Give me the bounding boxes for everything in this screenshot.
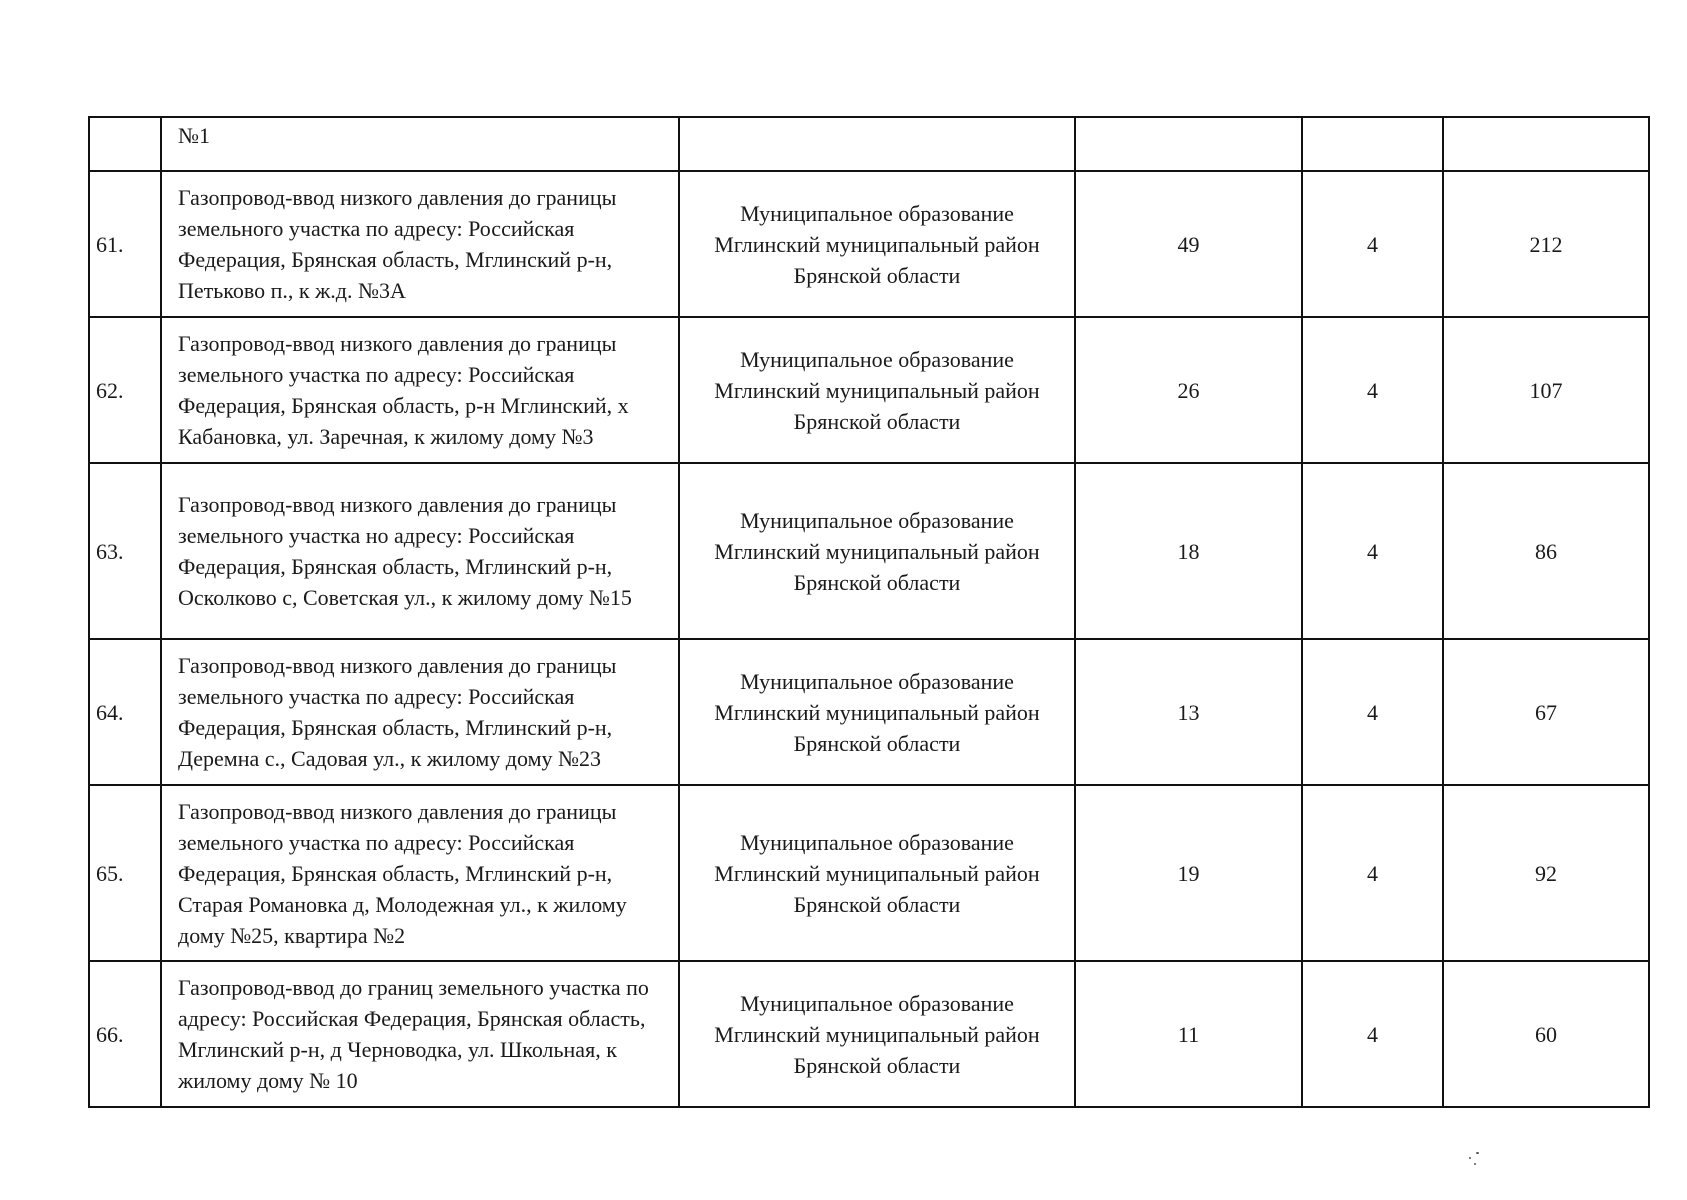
owner-line: Брянской области <box>793 408 961 434</box>
owner-line: Брянской области <box>793 730 961 756</box>
owner-line: Мглинский муниципальный район <box>714 538 1040 564</box>
owner-line: Муниципальное образование <box>740 829 1014 855</box>
value-3: 67 <box>1443 639 1649 785</box>
value-3: 60 <box>1443 961 1649 1107</box>
object-name: Газопровод-ввод низкого давления до границы земельного участка по адресу: Российская Федерация, Брянская область, Мглинский р-н, Деремна с., Садовая ул., к жилому дому №23 <box>161 639 679 785</box>
gas-pipeline-table <box>88 116 1650 1108</box>
row-number: 64. <box>89 639 161 785</box>
value-2: 4 <box>1302 961 1443 1107</box>
owner-line: Брянской области <box>793 1052 961 1078</box>
scan-speck-marks <box>1466 1152 1482 1166</box>
row-number: 61. <box>89 171 161 317</box>
row-number: 62. <box>89 317 161 463</box>
owner <box>679 171 1075 317</box>
cell-v2 <box>1302 117 1443 171</box>
table-row <box>89 463 1649 639</box>
cell-num <box>89 117 161 171</box>
value-2: 4 <box>1302 463 1443 639</box>
owner-line: Мглинский муниципальный район <box>714 1021 1040 1047</box>
row-number: 66. <box>89 961 161 1107</box>
owner <box>679 463 1075 639</box>
value-3: 212 <box>1443 171 1649 317</box>
value-1: 11 <box>1075 961 1302 1107</box>
value-3: 107 <box>1443 317 1649 463</box>
row-number: 63. <box>89 463 161 639</box>
owner <box>679 317 1075 463</box>
value-1: 49 <box>1075 171 1302 317</box>
value-2: 4 <box>1302 317 1443 463</box>
table-row <box>89 785 1649 961</box>
owner-line: Брянской области <box>793 262 961 288</box>
row-number: 65. <box>89 785 161 961</box>
value-2: 4 <box>1302 171 1443 317</box>
object-name: Газопровод-ввод до границ земельного участка по адресу: Российская Федерация, Брянская область, Мглинский р-н, д Черноводка, ул. Школьная, к жилому дому № 10 <box>161 961 679 1107</box>
object-name: Газопровод-ввод низкого давления до границы земельного участка по адресу: Российская Федерация, Брянская область, р-н Мглинский, х Кабановка, ул. Заречная, к жилому дому №3 <box>161 317 679 463</box>
owner-line: Муниципальное образование <box>740 668 1014 694</box>
cell-v3 <box>1443 117 1649 171</box>
table-row <box>89 961 1649 1107</box>
continued-row <box>89 117 1649 171</box>
owner-line: Муниципальное образование <box>740 507 1014 533</box>
owner-line: Муниципальное образование <box>740 990 1014 1016</box>
owner-line: Муниципальное образование <box>740 346 1014 372</box>
speck <box>1469 1157 1471 1159</box>
owner-line: Брянской области <box>793 891 961 917</box>
owner <box>679 639 1075 785</box>
object-name: Газопровод-ввод низкого давления до границы земельного участка по адресу: Российская Федерация, Брянская область, Мглинский р-н, Петьково п., к ж.д. №3А <box>161 171 679 317</box>
owner-line: Мглинский муниципальный район <box>714 699 1040 725</box>
value-1: 19 <box>1075 785 1302 961</box>
owner-line: Муниципальное образование <box>740 200 1014 226</box>
object-name: Газопровод-ввод низкого давления до границы земельного участка но адресу: Российская Федерация, Брянская область, Мглинский р-н, Осколково с, Советская ул., к жилому дому №15 <box>161 463 679 639</box>
value-1: 13 <box>1075 639 1302 785</box>
value-1: 26 <box>1075 317 1302 463</box>
owner-line: Мглинский муниципальный район <box>714 377 1040 403</box>
table-row <box>89 317 1649 463</box>
cell-owner <box>679 117 1075 171</box>
object-name: Газопровод-ввод низкого давления до границы земельного участка по адресу: Российская Федерация, Брянская область, Мглинский р-н, Старая Романовка д, Молодежная ул., к жилому дому №25, квартира №2 <box>161 785 679 961</box>
value-3: 92 <box>1443 785 1649 961</box>
table-row <box>89 171 1649 317</box>
cell-name: №1 <box>161 117 679 171</box>
owner <box>679 785 1075 961</box>
value-2: 4 <box>1302 785 1443 961</box>
owner-line: Брянской области <box>793 569 961 595</box>
value-3: 86 <box>1443 463 1649 639</box>
owner-line: Мглинский муниципальный район <box>714 231 1040 257</box>
owner <box>679 961 1075 1107</box>
value-1: 18 <box>1075 463 1302 639</box>
owner-line: Мглинский муниципальный район <box>714 860 1040 886</box>
cell-v1 <box>1075 117 1302 171</box>
table-row <box>89 639 1649 785</box>
speck <box>1476 1152 1479 1154</box>
speck <box>1474 1163 1476 1165</box>
value-2: 4 <box>1302 639 1443 785</box>
